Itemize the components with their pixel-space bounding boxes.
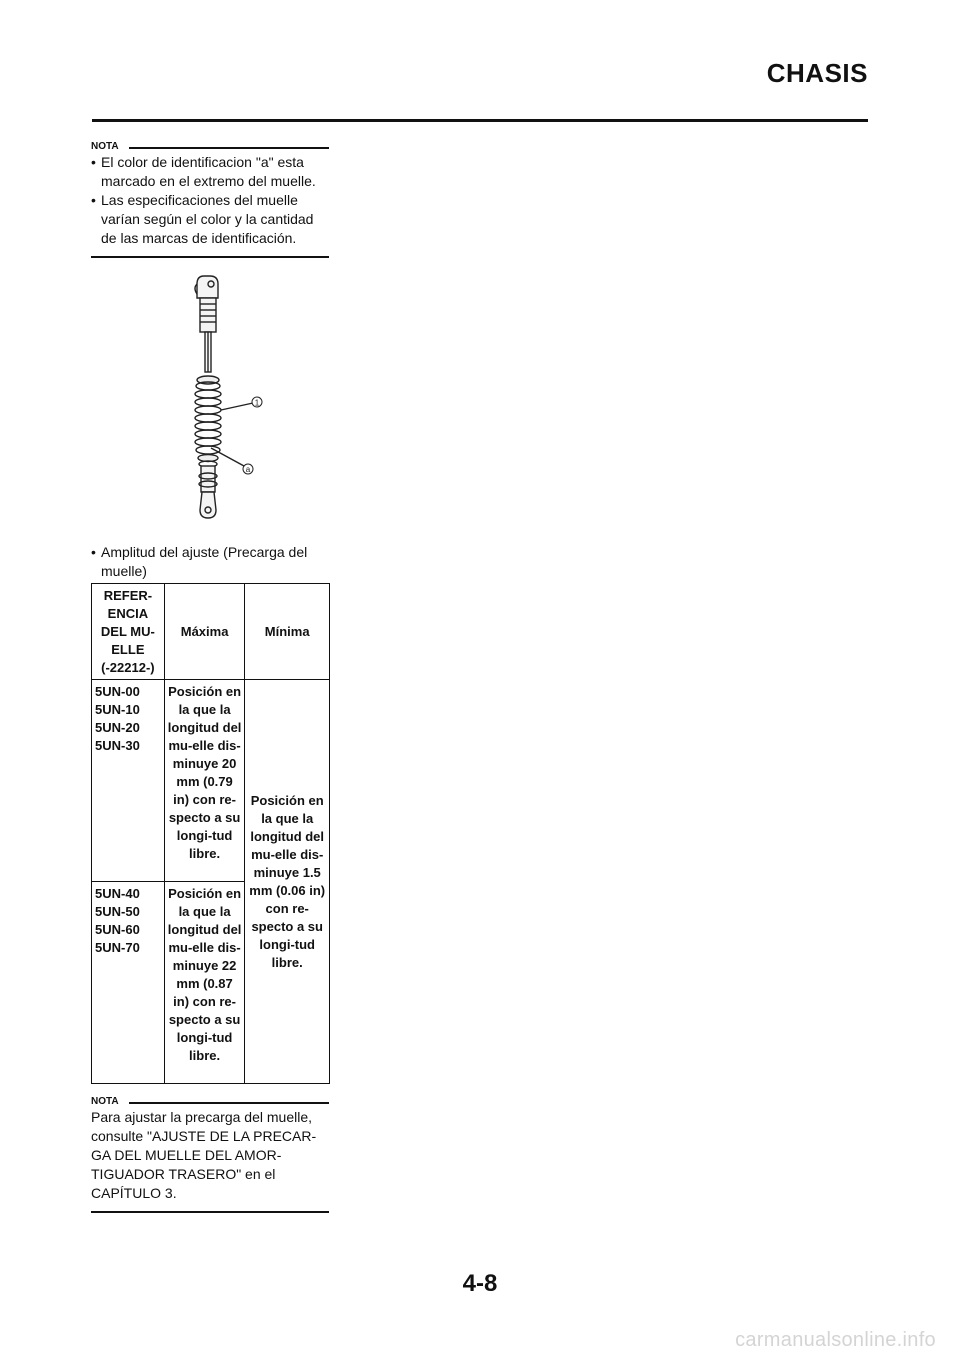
note-label: NOTA: [91, 141, 123, 153]
note-rule: [129, 147, 329, 149]
adjust-range-list: [91, 543, 329, 581]
note-bullet-2: • Las especificaciones del muelle varían según el color y la cantidad de las marcas de identificación.: [91, 191, 329, 248]
header-rule: [92, 119, 868, 122]
watermark: carmanualsonline.info: [735, 1329, 936, 1351]
note-end-rule-2: [91, 1211, 329, 1213]
note-rule-2: [129, 1102, 329, 1104]
page-number: 4-8: [462, 1270, 498, 1297]
callout-1-label: 1: [254, 398, 260, 408]
shock-absorber-illustration: [180, 270, 290, 530]
table-cell-max-1: Posición en la que la longitud del mu-elle dis-minuye 20 mm (0.79 in) con re-specto a su longi-tud libre.: [164, 680, 245, 882]
callout-a-label: a: [245, 465, 251, 474]
note-end-rule: [91, 256, 329, 258]
column-header-min: Mínima: [245, 584, 330, 680]
table-cell-min: Posición en la que la longitud del mu-elle dis-minuye 1.5 mm (0.06 in) con re-specto a su longi-tud libre.: [245, 680, 330, 1084]
note-box-2: [91, 1096, 329, 1213]
column-header-reference: REFER-ENCIA DEL MU-ELLE (-22212-): [92, 584, 165, 680]
table-cell-max-2: Posición en la que la longitud del mu-elle dis-minuye 22 mm (0.87 in) con re-specto a su longi-tud libre.: [164, 882, 245, 1084]
note-bullet-list: [91, 153, 329, 248]
spring-spec-table: [91, 583, 330, 1084]
note-text: Para ajustar la precarga del muelle, consulte "AJUSTE DE LA PRECAR-GA DEL MUELLE DEL AMOR-TIGUADOR TRASERO" en el CAPÍTULO 3.: [91, 1109, 317, 1201]
column-header-max: Máxima: [164, 584, 245, 680]
note-header-2: [91, 1096, 329, 1108]
note-header: [91, 141, 329, 153]
adjust-range-item: • Amplitud del ajuste (Precarga del muelle): [91, 543, 329, 581]
table-cell-models-2: 5UN-40 5UN-50 5UN-60 5UN-70: [92, 882, 165, 1084]
note-box-1: [91, 141, 329, 258]
table-cell-models-1: 5UN-00 5UN-10 5UN-20 5UN-30: [92, 680, 165, 882]
note-label-2: NOTA: [91, 1096, 123, 1108]
page-title: CHASIS: [766, 58, 868, 88]
note-bullet-1: • El color de identificacion "a" esta marcado en el extremo del muelle.: [91, 153, 329, 191]
